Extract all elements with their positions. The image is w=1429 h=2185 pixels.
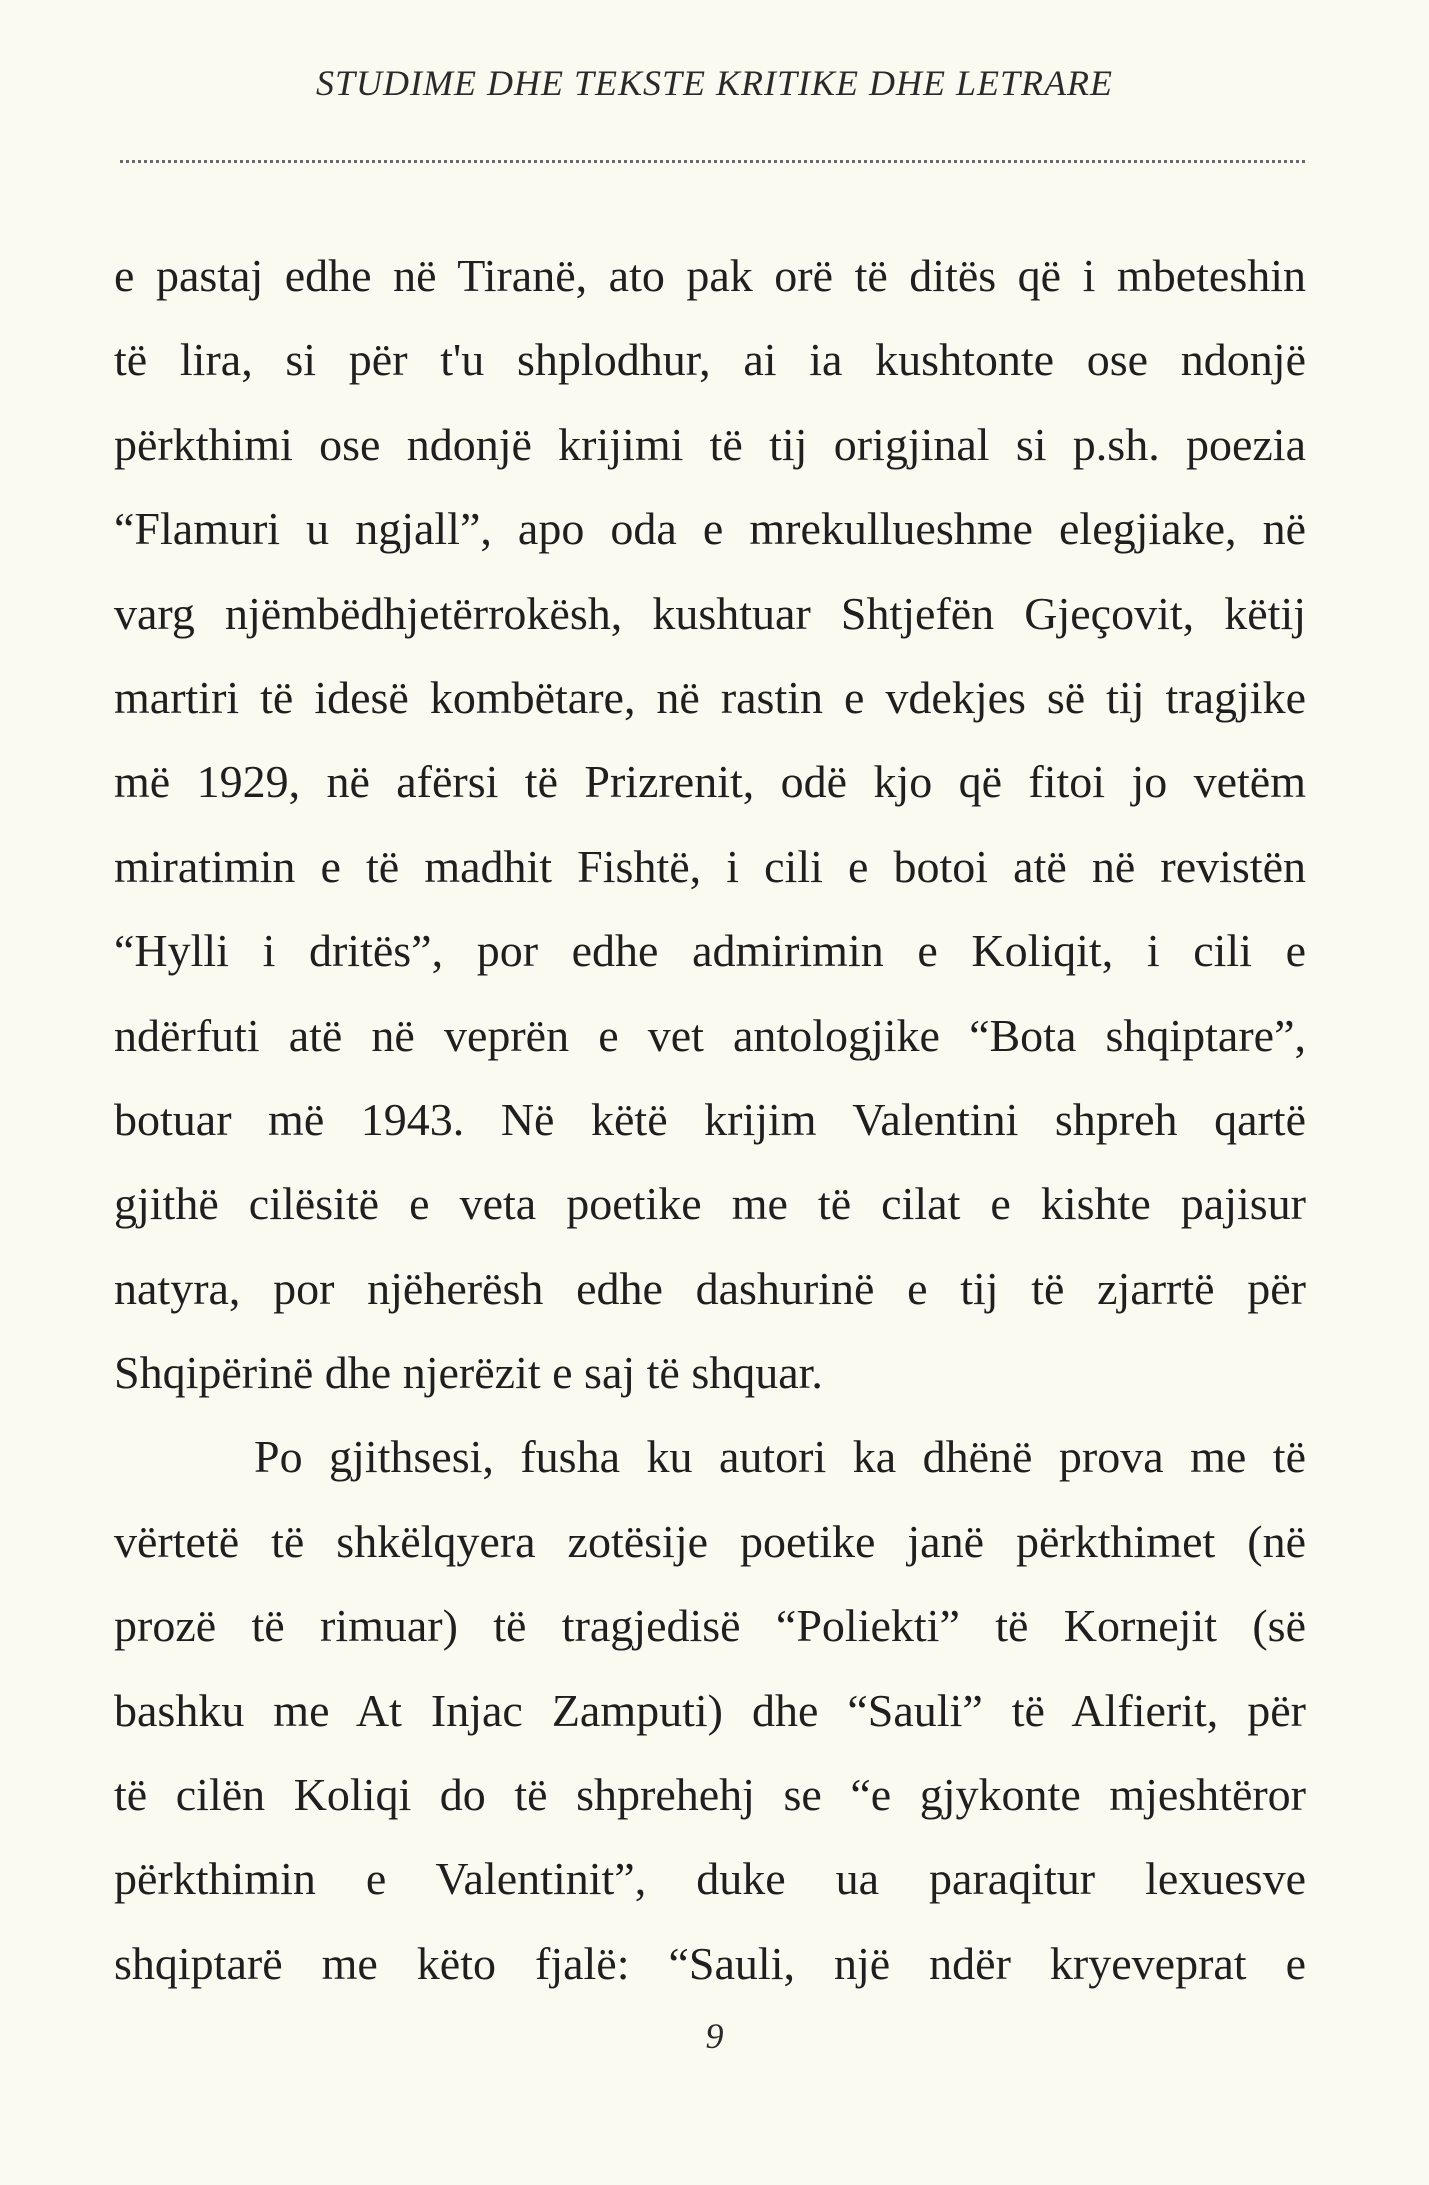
text-line: të lira, si për t'u shplodhur, ai ia kushtonte ose ndonjë xyxy=(114,334,1306,386)
text-line: miratimin e të madhit Fishtë, i cili e botoi atë në revistën xyxy=(114,840,1306,892)
text-line: më 1929, në afërsi të Prizrenit, odë kjo që fitoi jo vetëm xyxy=(114,756,1306,808)
text-line: botuar më 1943. Në këtë krijim Valentini shpreh qartë xyxy=(114,1093,1306,1145)
page-number: 9 xyxy=(705,2016,724,2056)
text-line: përkthimin e Valentinit”, duke ua paraqitur lexuesve xyxy=(114,1853,1306,1905)
running-header: STUDIME DHE TEKSTE KRITIKE DHE LETRARE xyxy=(316,63,1113,103)
text-line: varg njëmbëdhjetërrokësh, kushtuar Shtjefën Gjeçovit, këtij xyxy=(114,587,1306,639)
header-divider xyxy=(120,160,1305,163)
text-line: Po gjithsesi, fusha ku autori ka dhënë prova me të xyxy=(254,1431,1306,1483)
text-line: përkthimi ose ndonjë krijimi të tij origjinal si p.sh. poezia xyxy=(114,418,1306,470)
text-line: prozë të rimuar) të tragjedisë “Poliekti” të Kornejit (së xyxy=(114,1600,1306,1652)
text-line: “Hylli i dritës”, por edhe admirimin e Koliqit, i cili e xyxy=(114,925,1306,977)
text-line: ndërfuti atë në veprën e vet antologjike “Bota shqiptare”, xyxy=(114,1009,1306,1061)
text-line: martiri të idesë kombëtare, në rastin e vdekjes së tij tragjike xyxy=(114,671,1306,723)
text-line: Shqipërinë dhe njerëzit e saj të shquar. xyxy=(114,1347,823,1399)
text-line: “Flamuri u ngjall”, apo oda e mrekullueshme elegjiake, në xyxy=(114,503,1306,555)
text-line: bashku me At Injac Zamputi) dhe “Sauli” të Alfierit, për xyxy=(114,1684,1306,1736)
text-line: gjithë cilësitë e veta poetike me të cilat e kishte pajisur xyxy=(114,1178,1306,1230)
text-line: të cilën Koliqi do të shprehehj se “e gjykonte mjeshtëror xyxy=(114,1769,1306,1821)
body-text xyxy=(114,234,1306,2006)
text-line: natyra, por njëherësh edhe dashurinë e tij të zjarrtë për xyxy=(114,1262,1306,1314)
text-line: shqiptarë me këto fjalë: “Sauli, një ndër kryeveprat e xyxy=(114,1937,1306,1989)
text-line: e pastaj edhe në Tiranë, ato pak orë të ditës që i mbeteshin xyxy=(114,250,1306,301)
text-line: vërtetë të shkëlqyera zotësije poetike janë përkthimet (në xyxy=(114,1515,1306,1567)
